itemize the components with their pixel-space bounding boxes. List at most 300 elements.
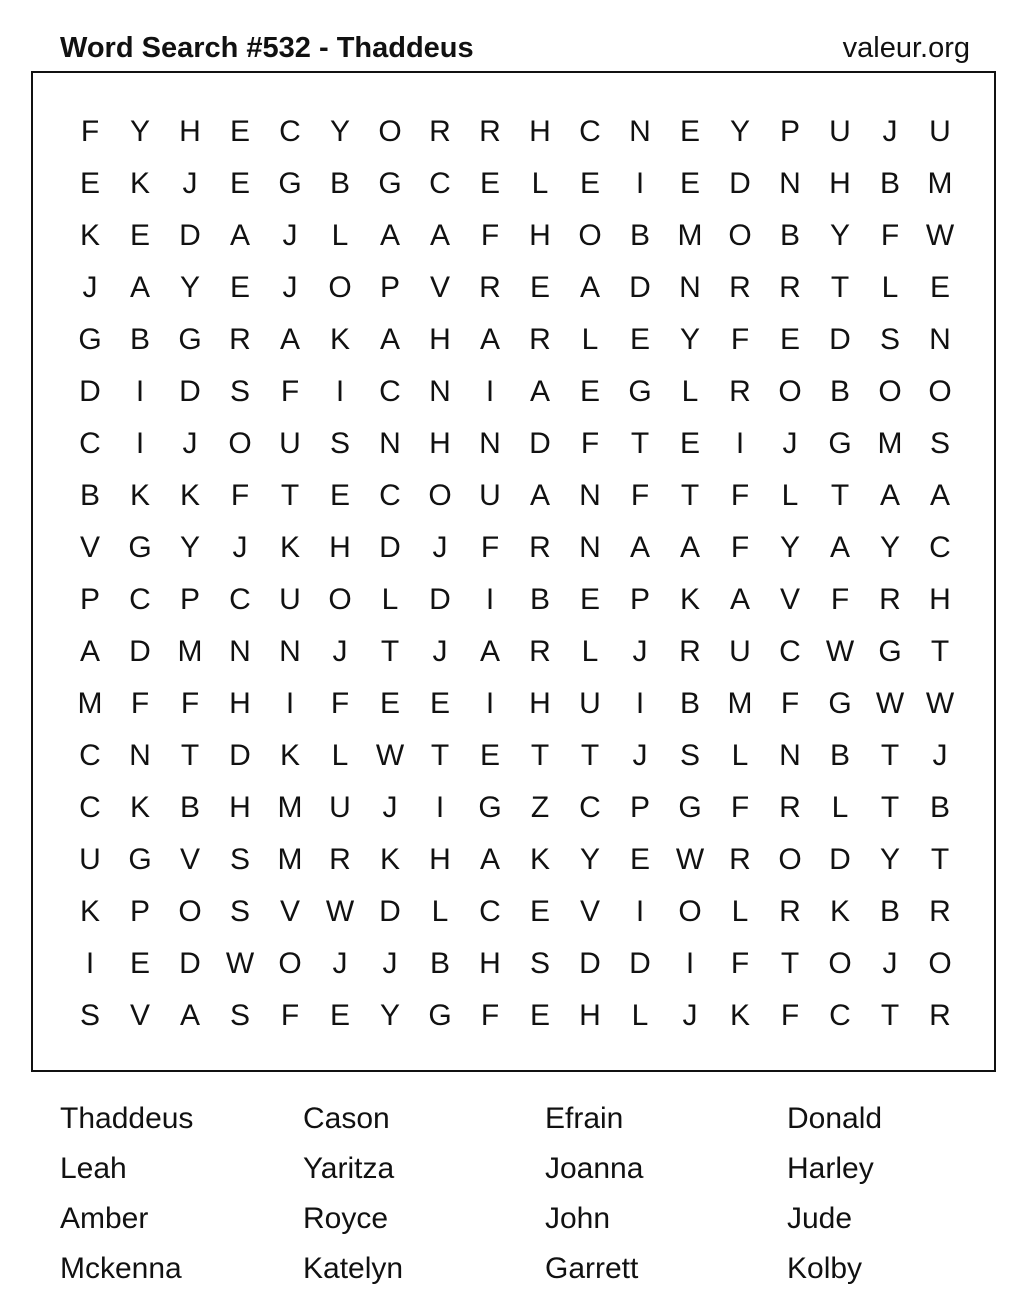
- grid-letter: A: [279, 323, 300, 356]
- grid-letter: R: [529, 323, 551, 356]
- word-list-item: Cason: [303, 1102, 390, 1135]
- grid-letter: A: [479, 635, 500, 668]
- grid-letter: H: [229, 791, 251, 824]
- grid-letter: C: [79, 739, 101, 772]
- grid-letter: I: [485, 375, 495, 408]
- grid-letter: L: [531, 167, 549, 200]
- grid-letter: T: [530, 739, 550, 772]
- grid-letter: O: [778, 375, 802, 408]
- grid-letter: A: [479, 843, 500, 876]
- grid-letter: K: [179, 479, 200, 512]
- grid-letter: O: [178, 895, 202, 928]
- grid-letter: A: [429, 219, 450, 252]
- grid-letter: C: [429, 167, 451, 200]
- grid-letter: A: [179, 999, 200, 1032]
- grid-letter: I: [135, 427, 145, 460]
- word-list-item: Leah: [60, 1152, 127, 1185]
- grid-letter: K: [529, 843, 550, 876]
- grid-letter: O: [328, 271, 352, 304]
- grid-letter: B: [879, 895, 900, 928]
- word-list: [60, 1095, 990, 1305]
- grid-letter: A: [529, 375, 550, 408]
- grid-letter: B: [529, 583, 550, 616]
- grid-letter: V: [129, 999, 150, 1032]
- puzzle-grid-frame: [31, 71, 996, 1072]
- grid-letter: H: [529, 219, 551, 252]
- grid-letter: I: [435, 791, 445, 824]
- grid-letter: N: [479, 427, 501, 460]
- grid-letter: D: [79, 375, 101, 408]
- grid-letter: S: [79, 999, 100, 1032]
- grid-letter: V: [279, 895, 300, 928]
- grid-letter: R: [929, 895, 951, 928]
- grid-letter: E: [929, 271, 950, 304]
- grid-letter: F: [730, 479, 750, 512]
- grid-letter: E: [379, 687, 400, 720]
- word-list-item: Yaritza: [303, 1152, 395, 1185]
- grid-letter: T: [680, 479, 700, 512]
- grid-letter: H: [829, 167, 851, 200]
- letter-grid: [33, 73, 994, 1070]
- grid-letter: O: [878, 375, 902, 408]
- grid-letter: B: [829, 375, 850, 408]
- grid-letter: I: [635, 895, 645, 928]
- grid-letter: S: [529, 947, 550, 980]
- grid-letter: G: [478, 791, 502, 824]
- grid-letter: Y: [679, 323, 700, 356]
- grid-letter: G: [678, 791, 702, 824]
- grid-letter: U: [79, 843, 101, 876]
- word-list-item: Mckenna: [60, 1252, 182, 1285]
- grid-letter: Z: [530, 791, 550, 824]
- grid-letter: D: [129, 635, 151, 668]
- grid-letter: K: [729, 999, 750, 1032]
- grid-letter: C: [379, 375, 401, 408]
- grid-letter: S: [329, 427, 350, 460]
- grid-letter: I: [85, 947, 95, 980]
- grid-letter: R: [529, 635, 551, 668]
- grid-letter: J: [182, 427, 198, 460]
- grid-letter: K: [829, 895, 850, 928]
- grid-letter: T: [830, 271, 850, 304]
- grid-letter: C: [779, 635, 801, 668]
- grid-letter: A: [479, 323, 500, 356]
- grid-letter: R: [779, 271, 801, 304]
- grid-letter: N: [579, 531, 601, 564]
- grid-letter: G: [278, 167, 302, 200]
- grid-letter: Y: [829, 219, 850, 252]
- grid-letter: D: [379, 895, 401, 928]
- grid-letter: N: [779, 739, 801, 772]
- grid-letter: A: [379, 323, 400, 356]
- grid-letter: J: [332, 635, 348, 668]
- grid-letter: L: [831, 791, 849, 824]
- grid-letter: G: [628, 375, 652, 408]
- grid-letter: O: [428, 479, 452, 512]
- grid-letter: H: [229, 687, 251, 720]
- grid-letter: L: [631, 999, 649, 1032]
- grid-letter: K: [279, 531, 300, 564]
- grid-letter: D: [579, 947, 601, 980]
- grid-letter: J: [432, 531, 448, 564]
- grid-letter: P: [79, 583, 100, 616]
- grid-letter: N: [779, 167, 801, 200]
- grid-letter: G: [878, 635, 902, 668]
- grid-letter: B: [779, 219, 800, 252]
- grid-letter: K: [279, 739, 300, 772]
- grid-letter: T: [430, 739, 450, 772]
- grid-letter: O: [378, 115, 402, 148]
- grid-letter: O: [828, 947, 852, 980]
- grid-letter: M: [677, 219, 703, 252]
- grid-letter: J: [632, 739, 648, 772]
- grid-letter: R: [479, 271, 501, 304]
- word-list-item: Harley: [787, 1152, 874, 1185]
- page-title: Word Search #532 - Thaddeus: [60, 32, 474, 64]
- grid-letter: T: [580, 739, 600, 772]
- grid-letter: K: [79, 895, 100, 928]
- grid-letter: F: [480, 531, 500, 564]
- grid-letter: H: [479, 947, 501, 980]
- grid-letter: A: [379, 219, 400, 252]
- site-name: valeur.org: [842, 32, 970, 64]
- grid-letter: A: [929, 479, 950, 512]
- grid-letter: B: [829, 739, 850, 772]
- grid-letter: E: [79, 167, 100, 200]
- grid-letter: D: [529, 427, 551, 460]
- grid-letter: C: [279, 115, 301, 148]
- word-list-item: Efrain: [545, 1102, 624, 1135]
- grid-letter: F: [330, 687, 350, 720]
- grid-letter: A: [79, 635, 100, 668]
- grid-letter: B: [429, 947, 450, 980]
- grid-letter: F: [80, 115, 100, 148]
- grid-letter: S: [229, 843, 250, 876]
- grid-letter: F: [580, 427, 600, 460]
- grid-letter: J: [382, 791, 398, 824]
- grid-letter: D: [179, 947, 201, 980]
- grid-letter: E: [329, 479, 350, 512]
- grid-letter: L: [381, 583, 399, 616]
- grid-letter: A: [529, 479, 550, 512]
- grid-letter: J: [782, 427, 798, 460]
- grid-letter: B: [179, 791, 200, 824]
- grid-letter: N: [579, 479, 601, 512]
- grid-letter: M: [77, 687, 103, 720]
- grid-letter: U: [579, 687, 601, 720]
- grid-letter: V: [79, 531, 100, 564]
- grid-letter: A: [629, 531, 650, 564]
- grid-letter: B: [329, 167, 350, 200]
- grid-letter: C: [579, 791, 601, 824]
- grid-letter: N: [429, 375, 451, 408]
- grid-letter: A: [229, 219, 250, 252]
- grid-letter: K: [129, 479, 150, 512]
- grid-letter: F: [630, 479, 650, 512]
- grid-letter: H: [429, 323, 451, 356]
- grid-letter: T: [880, 999, 900, 1032]
- page-header: [60, 26, 970, 70]
- grid-letter: F: [480, 219, 500, 252]
- grid-letter: H: [179, 115, 201, 148]
- grid-letter: J: [232, 531, 248, 564]
- grid-letter: F: [780, 687, 800, 720]
- grid-letter: C: [79, 427, 101, 460]
- grid-letter: W: [225, 947, 255, 980]
- grid-letter: F: [480, 999, 500, 1032]
- grid-letter: Y: [179, 271, 200, 304]
- grid-letter: Y: [129, 115, 150, 148]
- grid-letter: Y: [379, 999, 400, 1032]
- grid-letter: B: [679, 687, 700, 720]
- grid-letter: W: [825, 635, 855, 668]
- grid-letter: J: [82, 271, 98, 304]
- grid-letter: R: [729, 843, 751, 876]
- grid-letter: D: [829, 843, 851, 876]
- grid-letter: U: [329, 791, 351, 824]
- grid-letter: J: [632, 635, 648, 668]
- grid-letter: R: [479, 115, 501, 148]
- grid-letter: C: [129, 583, 151, 616]
- grid-letter: S: [229, 375, 250, 408]
- grid-letter: E: [579, 375, 600, 408]
- grid-letter: H: [429, 843, 451, 876]
- grid-letter: H: [579, 999, 601, 1032]
- word-list-item: Kolby: [787, 1252, 863, 1285]
- grid-letter: C: [479, 895, 501, 928]
- grid-letter: O: [278, 947, 302, 980]
- grid-letter: S: [229, 895, 250, 928]
- grid-letter: O: [928, 947, 952, 980]
- grid-letter: L: [581, 635, 599, 668]
- grid-letter: T: [630, 427, 650, 460]
- grid-letter: L: [731, 895, 749, 928]
- grid-letter: S: [929, 427, 950, 460]
- grid-letter: R: [229, 323, 251, 356]
- grid-letter: O: [328, 583, 352, 616]
- grid-letter: F: [280, 375, 300, 408]
- grid-letter: W: [375, 739, 405, 772]
- word-list-item: Garrett: [545, 1252, 639, 1285]
- grid-letter: Y: [879, 843, 900, 876]
- grid-letter: E: [529, 999, 550, 1032]
- grid-letter: I: [335, 375, 345, 408]
- grid-letter: M: [277, 791, 303, 824]
- word-list-item: John: [545, 1202, 611, 1235]
- grid-letter: G: [378, 167, 402, 200]
- grid-letter: F: [880, 219, 900, 252]
- grid-letter: H: [529, 115, 551, 148]
- grid-letter: W: [925, 687, 955, 720]
- grid-letter: K: [679, 583, 700, 616]
- grid-letter: U: [729, 635, 751, 668]
- grid-letter: H: [429, 427, 451, 460]
- grid-letter: J: [182, 167, 198, 200]
- grid-letter: S: [229, 999, 250, 1032]
- grid-letter: I: [285, 687, 295, 720]
- grid-letter: N: [629, 115, 651, 148]
- grid-letter: T: [930, 843, 950, 876]
- grid-letter: V: [179, 843, 200, 876]
- grid-letter: E: [229, 115, 250, 148]
- grid-letter: V: [429, 271, 450, 304]
- grid-letter: T: [930, 635, 950, 668]
- grid-letter: F: [180, 687, 200, 720]
- grid-letter: L: [331, 739, 349, 772]
- grid-letter: C: [579, 115, 601, 148]
- grid-letter: U: [929, 115, 951, 148]
- grid-letter: L: [331, 219, 349, 252]
- grid-letter: D: [429, 583, 451, 616]
- grid-letter: H: [329, 531, 351, 564]
- grid-letter: Y: [779, 531, 800, 564]
- grid-letter: Y: [179, 531, 200, 564]
- word-list-item: Amber: [60, 1202, 149, 1235]
- grid-letter: K: [379, 843, 400, 876]
- grid-letter: N: [229, 635, 251, 668]
- grid-letter: U: [279, 583, 301, 616]
- grid-letter: A: [129, 271, 150, 304]
- grid-letter: P: [179, 583, 200, 616]
- grid-letter: E: [229, 167, 250, 200]
- grid-letter: B: [879, 167, 900, 200]
- grid-letter: E: [579, 167, 600, 200]
- grid-letter: R: [729, 375, 751, 408]
- grid-letter: K: [129, 791, 150, 824]
- grid-letter: E: [779, 323, 800, 356]
- grid-letter: I: [485, 687, 495, 720]
- grid-letter: T: [380, 635, 400, 668]
- grid-letter: G: [78, 323, 102, 356]
- grid-letter: N: [129, 739, 151, 772]
- grid-letter: R: [779, 895, 801, 928]
- grid-letter: R: [429, 115, 451, 148]
- grid-letter: F: [830, 583, 850, 616]
- grid-letter: M: [277, 843, 303, 876]
- grid-letter: J: [282, 271, 298, 304]
- grid-letter: U: [279, 427, 301, 460]
- grid-letter: A: [729, 583, 750, 616]
- word-list-item: Thaddeus: [60, 1102, 194, 1135]
- grid-letter: S: [879, 323, 900, 356]
- grid-letter: E: [329, 999, 350, 1032]
- grid-letter: H: [929, 583, 951, 616]
- grid-letter: B: [929, 791, 950, 824]
- grid-letter: I: [735, 427, 745, 460]
- grid-letter: M: [177, 635, 203, 668]
- grid-letter: J: [882, 115, 898, 148]
- grid-letter: E: [129, 947, 150, 980]
- grid-letter: V: [579, 895, 600, 928]
- grid-letter: D: [229, 739, 251, 772]
- grid-letter: P: [779, 115, 800, 148]
- grid-letter: A: [829, 531, 850, 564]
- grid-letter: L: [781, 479, 799, 512]
- grid-letter: T: [880, 791, 900, 824]
- grid-letter: V: [779, 583, 800, 616]
- grid-letter: C: [79, 791, 101, 824]
- grid-letter: T: [880, 739, 900, 772]
- grid-letter: W: [925, 219, 955, 252]
- grid-letter: G: [428, 999, 452, 1032]
- grid-letter: E: [629, 323, 650, 356]
- grid-letter: G: [828, 427, 852, 460]
- grid-letter: W: [875, 687, 905, 720]
- grid-letter: K: [79, 219, 100, 252]
- grid-letter: G: [828, 687, 852, 720]
- grid-letter: S: [679, 739, 700, 772]
- grid-letter: P: [629, 791, 650, 824]
- grid-letter: N: [279, 635, 301, 668]
- grid-letter: M: [727, 687, 753, 720]
- grid-letter: E: [679, 167, 700, 200]
- grid-letter: E: [629, 843, 650, 876]
- grid-letter: J: [382, 947, 398, 980]
- grid-letter: C: [229, 583, 251, 616]
- grid-letter: D: [629, 271, 651, 304]
- grid-letter: O: [578, 219, 602, 252]
- grid-letter: E: [529, 895, 550, 928]
- grid-letter: D: [179, 219, 201, 252]
- grid-letter: F: [280, 999, 300, 1032]
- grid-letter: Y: [579, 843, 600, 876]
- grid-letter: R: [679, 635, 701, 668]
- grid-letter: N: [379, 427, 401, 460]
- grid-letter: M: [877, 427, 903, 460]
- grid-letter: E: [679, 427, 700, 460]
- grid-letter: E: [229, 271, 250, 304]
- grid-letter: E: [429, 687, 450, 720]
- grid-letter: N: [929, 323, 951, 356]
- grid-letter: K: [129, 167, 150, 200]
- grid-letter: L: [681, 375, 699, 408]
- grid-letter: D: [179, 375, 201, 408]
- grid-letter: R: [779, 791, 801, 824]
- grid-letter: W: [325, 895, 355, 928]
- grid-letter: J: [282, 219, 298, 252]
- grid-letter: R: [929, 999, 951, 1032]
- grid-letter: I: [635, 167, 645, 200]
- word-list-item: Royce: [303, 1202, 389, 1235]
- grid-letter: T: [180, 739, 200, 772]
- grid-letter: F: [730, 531, 750, 564]
- grid-letter: D: [829, 323, 851, 356]
- grid-letter: A: [579, 271, 600, 304]
- grid-letter: L: [881, 271, 899, 304]
- grid-letter: N: [679, 271, 701, 304]
- grid-letter: E: [479, 167, 500, 200]
- grid-letter: G: [128, 843, 152, 876]
- word-list-item: Donald: [787, 1102, 883, 1135]
- grid-letter: I: [135, 375, 145, 408]
- grid-letter: J: [432, 635, 448, 668]
- grid-letter: T: [830, 479, 850, 512]
- grid-letter: L: [731, 739, 749, 772]
- word-list-item: Jude: [787, 1202, 853, 1235]
- grid-letter: W: [675, 843, 705, 876]
- grid-letter: G: [178, 323, 202, 356]
- grid-letter: E: [129, 219, 150, 252]
- grid-letter: K: [329, 323, 350, 356]
- grid-letter: O: [778, 843, 802, 876]
- grid-letter: A: [679, 531, 700, 564]
- word-list-item: Joanna: [545, 1152, 644, 1185]
- grid-letter: I: [685, 947, 695, 980]
- grid-letter: Y: [879, 531, 900, 564]
- grid-letter: H: [529, 687, 551, 720]
- grid-letter: J: [682, 999, 698, 1032]
- grid-letter: Y: [729, 115, 750, 148]
